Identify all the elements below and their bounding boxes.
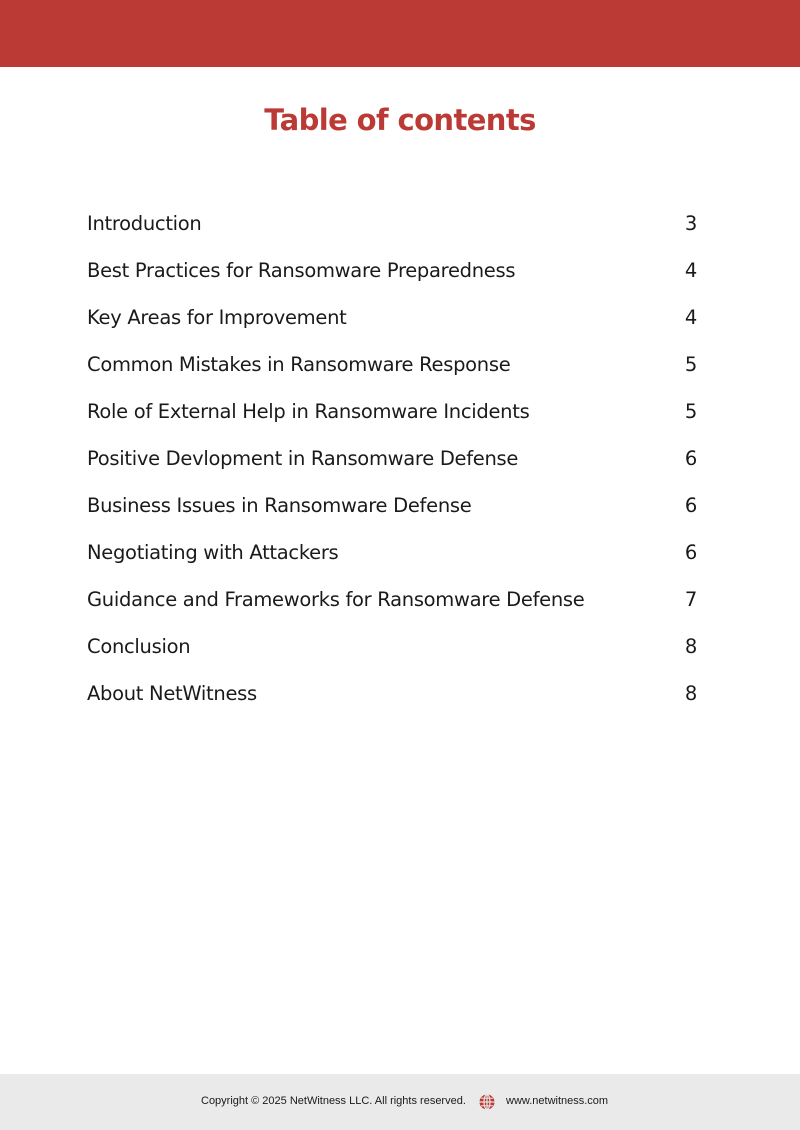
toc-entry-positive-development[interactable] (87, 435, 697, 482)
toc-entry-business-issues[interactable] (87, 482, 697, 529)
toc-entry-about-netwitness[interactable] (87, 670, 697, 717)
toc-entry-page: 6 (684, 494, 697, 517)
toc-entry-page: 4 (684, 306, 697, 329)
toc-entry-page: 8 (684, 635, 697, 658)
toc-entry-page: 8 (684, 682, 697, 705)
toc-entry-key-areas[interactable] (87, 294, 697, 341)
toc-entry-page: 5 (684, 400, 697, 423)
website-link[interactable]: www.netwitness.com (506, 1095, 609, 1107)
toc-entry-title: About NetWitness (87, 682, 257, 705)
toc-entry-title: Guidance and Frameworks for Ransomware Defense (87, 588, 585, 611)
toc-entry-title: Introduction (87, 212, 202, 235)
copyright-text: Copyright © 2025 NetWitness LLC. All rights reserved. (201, 1095, 466, 1107)
toc-entry-page: 3 (684, 212, 697, 235)
toc-entry-external-help[interactable] (87, 388, 697, 435)
page-title: Table of contents (264, 103, 536, 137)
toc-entry-negotiating[interactable] (87, 529, 697, 576)
toc-entry-title: Negotiating with Attackers (87, 541, 339, 564)
toc-entry-title: Positive Devlopment in Ransomware Defense (87, 447, 519, 470)
toc-entry-common-mistakes[interactable] (87, 341, 697, 388)
globe-icon (479, 1094, 495, 1110)
toc-entry-introduction[interactable] (87, 200, 697, 247)
toc-entry-best-practices[interactable] (87, 247, 697, 294)
toc-entry-page: 7 (684, 588, 697, 611)
toc-entry-page: 4 (684, 259, 697, 282)
toc-entry-guidance-frameworks[interactable] (87, 576, 697, 623)
toc-entry-page: 6 (684, 541, 697, 564)
toc-entry-page: 5 (684, 353, 697, 376)
toc-entry-title: Common Mistakes in Ransomware Response (87, 353, 511, 376)
page-footer (0, 1074, 800, 1130)
toc-entry-title: Best Practices for Ransomware Preparedness (87, 259, 516, 282)
toc-entry-title: Business Issues in Ransomware Defense (87, 494, 472, 517)
toc-entry-title: Conclusion (87, 635, 191, 658)
toc-entry-title: Key Areas for Improvement (87, 306, 347, 329)
header-band (0, 0, 800, 67)
table-of-contents (87, 200, 697, 717)
toc-entry-page: 6 (684, 447, 697, 470)
toc-entry-title: Role of External Help in Ransomware Incidents (87, 400, 530, 423)
toc-entry-conclusion[interactable] (87, 623, 697, 670)
